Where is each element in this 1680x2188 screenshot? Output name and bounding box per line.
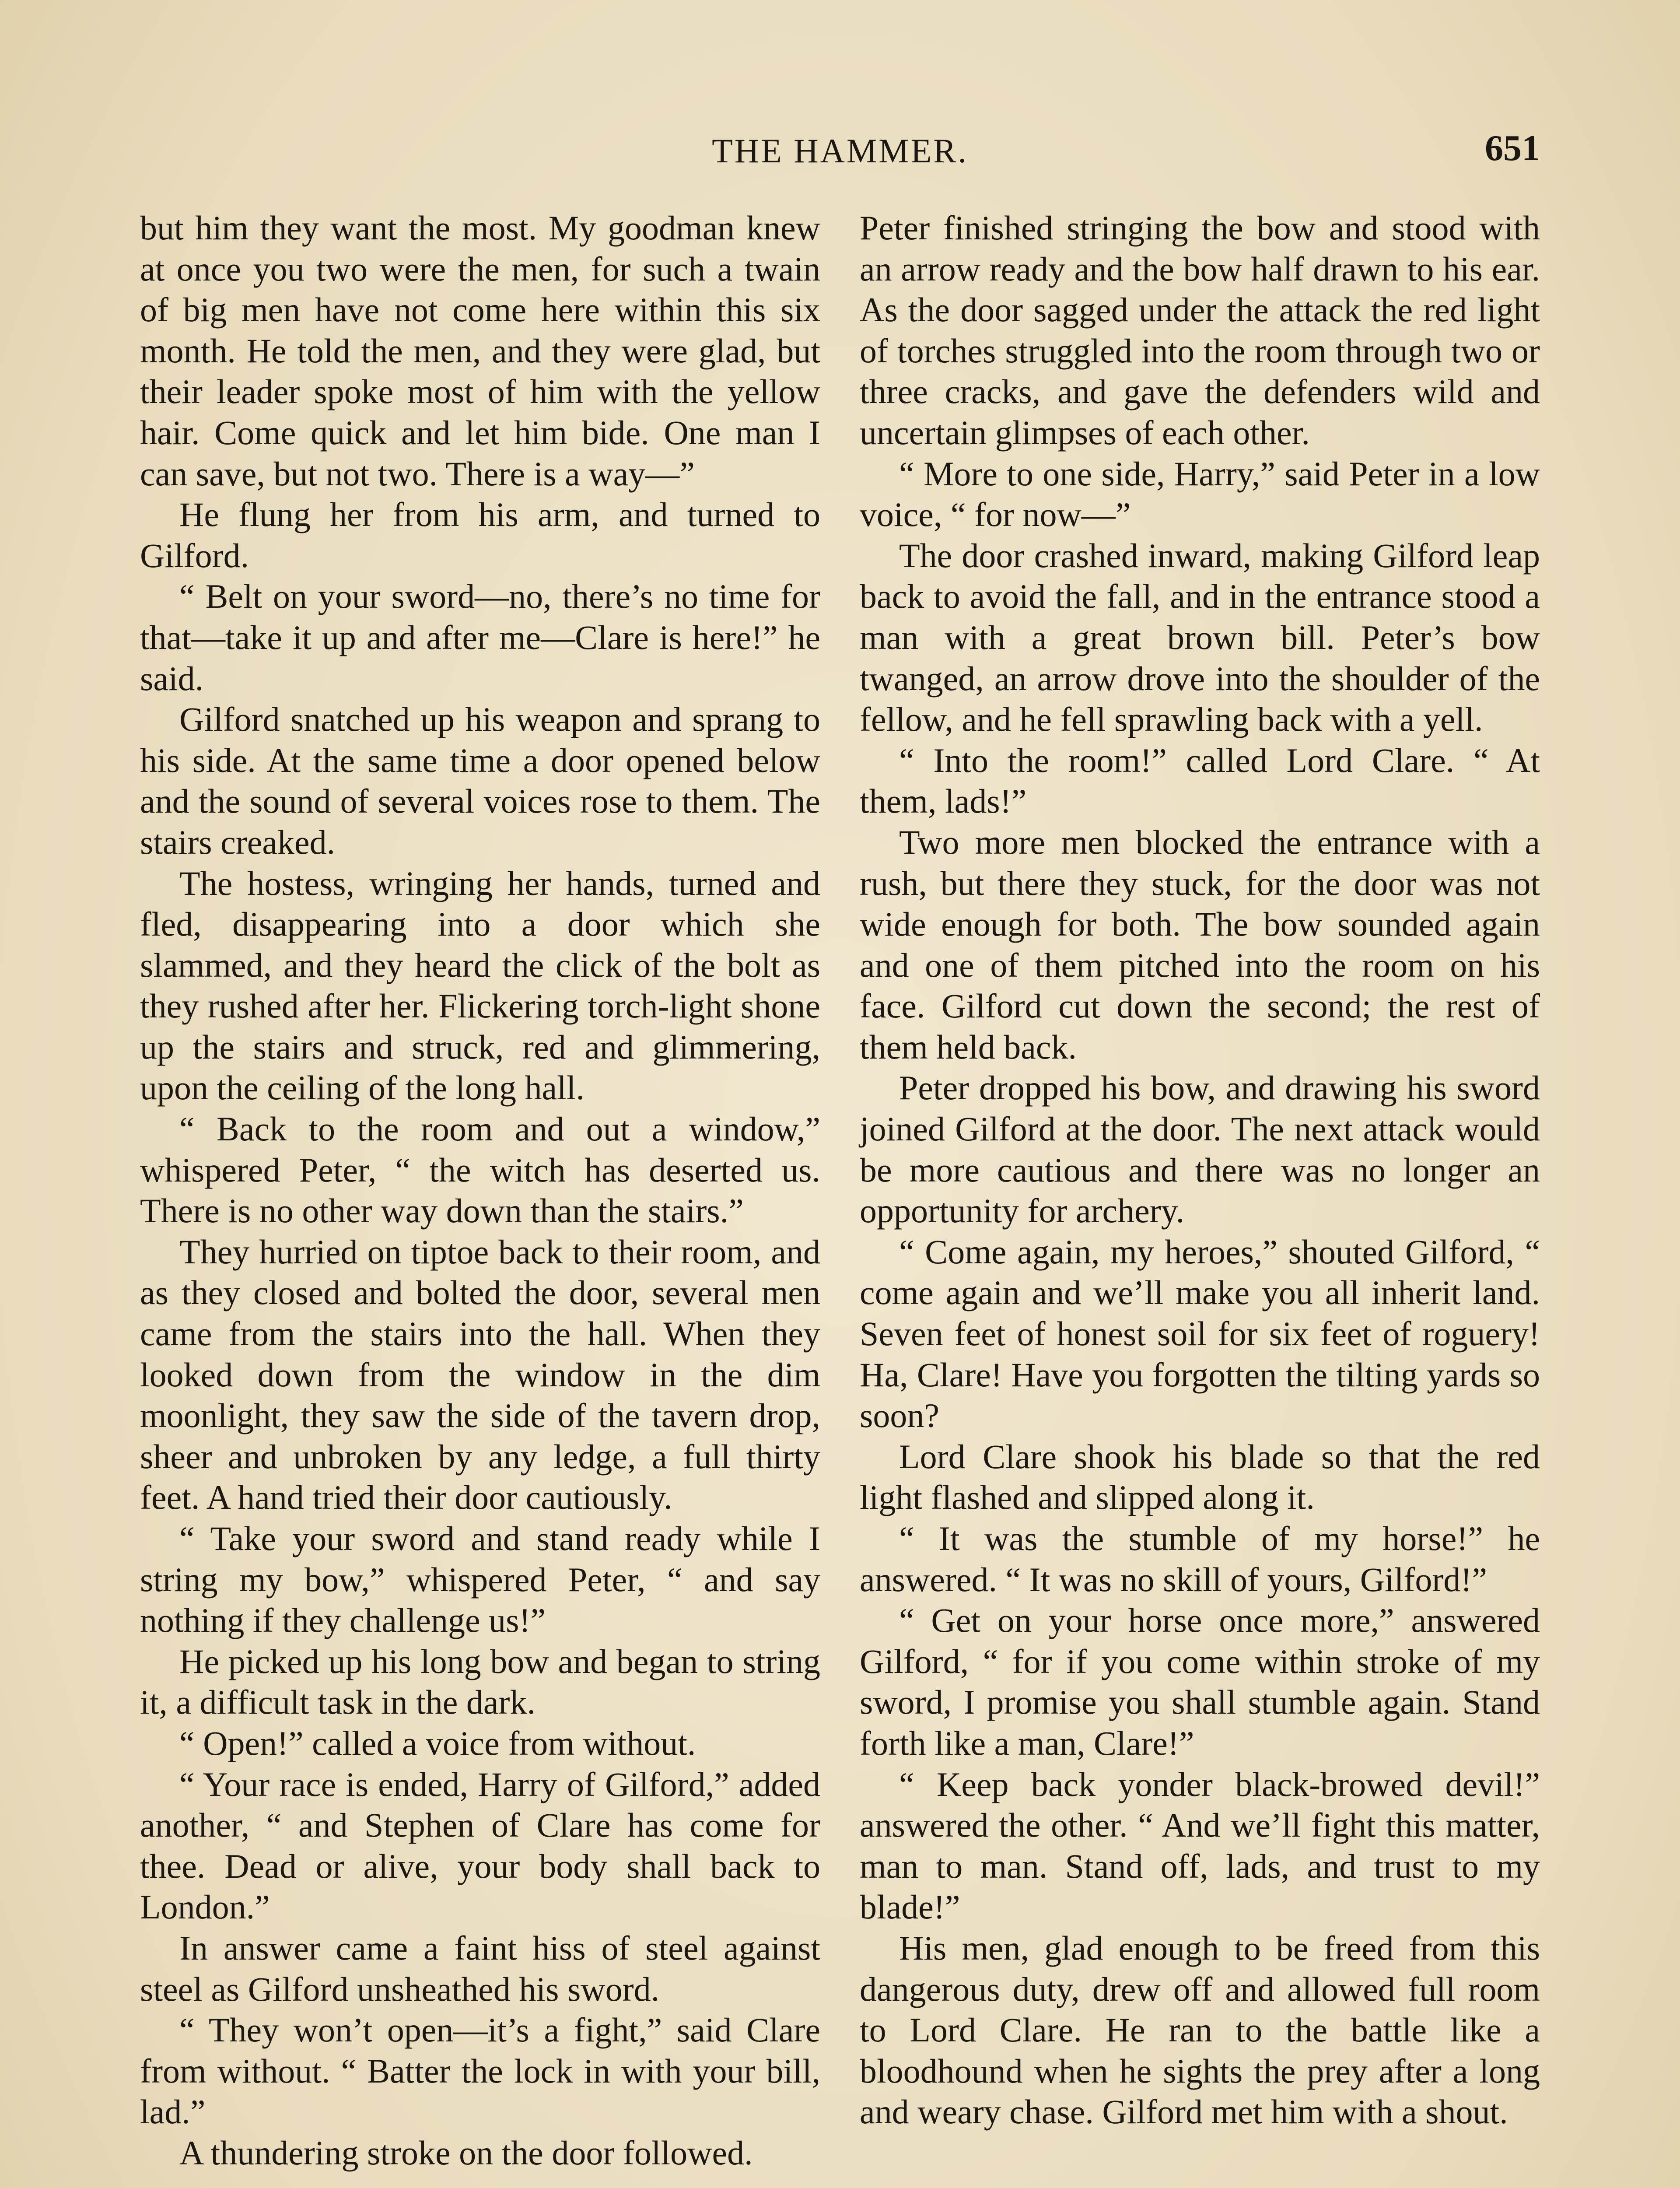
paragraph: “ Into the room!” called Lord Clare. “ At them, lads!” bbox=[860, 741, 1540, 820]
page-header bbox=[140, 127, 1540, 179]
paragraph: Gilford snatched up his weapon and sprang to his side. At the same time a door opened below and the sound of several voices rose to them. The stairs creaked. bbox=[140, 700, 820, 861]
paragraph: Peter finished stringing the bow and stood with an arrow ready and the bow half drawn to his ear. As the door sagged under the attack the red light of torches struggled into the room through two or three cracks, and gave the defenders wild and uncertain glimpses of each other. bbox=[860, 209, 1540, 452]
paragraph: The hostess, wringing her hands, turned and fled, disappearing into a door which she slammed, and they heard the click of the bolt as they rushed after her. Flickering torch-light shone up the stairs and struck, red and glimmering, upon the ceiling of the long hall. bbox=[140, 864, 820, 1107]
paragraph: “ More to one side, Harry,” said Peter in a low voice, “ for now—” bbox=[860, 454, 1540, 534]
text-columns bbox=[140, 207, 1540, 2188]
paragraph: “ It was the stumble of my horse!” he answered. “ It was no skill of yours, Gilford!” bbox=[860, 1519, 1540, 1599]
paragraph: “ Take your sword and stand ready while I string my bow,” whispered Peter, “ and say nothing if they challenge us!” bbox=[140, 1519, 820, 1640]
paragraph: “ Keep back yonder black-browed devil!” answered the other. “ And we’ll fight this matter, man to man. Stand off, lads, and trust to my blade!” bbox=[860, 1765, 1540, 1926]
paragraph: Lord Clare shook his blade so that the red light flashed and slipped along it. bbox=[860, 1437, 1540, 1517]
paragraph: In answer came a faint hiss of steel against steel as Gilford unsheathed his sword. bbox=[140, 1929, 820, 2008]
page-number: 651 bbox=[1485, 128, 1540, 168]
paragraph: His men, glad enough to be freed from this dangerous duty, drew off and allowed full room to Lord Clare. He ran to the battle like a bloodhound when he sights the prey after a long and weary chase. Gilford met him with a shout. bbox=[860, 1929, 1540, 2131]
paragraph: The door crashed inward, making Gilford leap back to avoid the fall, and in the entrance stood a man with a great brown bill. Peter’s bow twanged, an arrow drove into the shoulder of the fellow, and he fell sprawling back with a yell. bbox=[860, 536, 1540, 739]
paragraph: “ Open!” called a voice from without. bbox=[179, 1724, 696, 1762]
paragraph: “ Come again, my heroes,” shouted Gilford, “ come again and we’ll make you all inherit land. Seven feet of honest soil for six feet of roguery! Ha, Clare! Have you forgotten the tilting yards so soon? bbox=[860, 1232, 1540, 1435]
paragraph: He flung her from his arm, and turned to Gilford. bbox=[140, 495, 820, 575]
paragraph: “ Your race is ended, Harry of Gilford,” added another, “ and Stephen of Clare has come for thee. Dead or alive, your body shall back to London.” bbox=[140, 1765, 820, 1926]
paragraph: but him they want the most. My goodman knew at once you two were the men, for such a twain of big men have not come here within this six month. He told the men, and they were glad, but their leader spoke most of him with the yellow hair. Come quick and let him bide. One man I can save, but not two. There is a way—” bbox=[140, 209, 820, 493]
paragraph: He picked up his long bow and began to string it, a difficult task in the dark. bbox=[140, 1642, 820, 1722]
paragraph: Two more men blocked the entrance with a rush, but there they stuck, for the door was not wide enough for both. The bow sounded again and one of them pitched into the room on his face. Gilford cut down the second; the rest of them held back. bbox=[860, 823, 1540, 1066]
paragraph: “ Belt on your sword—no, there’s no time for that—take it up and after me—Clare is here!” he said. bbox=[140, 577, 820, 698]
paragraph: “ Get on your horse once more,” answered Gilford, “ for if you come within stroke of my sword, I promise you shall stumble again. Stand forth like a man, Clare!” bbox=[860, 1601, 1540, 1762]
paragraph: “ Back to the room and out a window,” whispered Peter, “ the witch has deserted us. There is no other way down than the stairs.” bbox=[140, 1110, 820, 1230]
running-title: THE HAMMER. bbox=[712, 132, 968, 170]
paragraph: A thundering stroke on the door followed. bbox=[179, 2133, 753, 2172]
paragraph: “ They won’t open—it’s a fight,” said Clare from without. “ Batter the lock in with your bill, lad.” bbox=[140, 2011, 820, 2131]
left-column bbox=[140, 207, 820, 2174]
paragraph: They hurried on tiptoe back to their room, and as they closed and bolted the door, several men came from the stairs into the hall. When they looked down from the window in the dim moonlight, they saw the side of the tavern drop, sheer and unbroken by any ledge, a full thirty feet. A hand tried their door cautiously. bbox=[140, 1232, 820, 1517]
right-column bbox=[860, 207, 1540, 2132]
paragraph: Peter dropped his bow, and drawing his sword joined Gilford at the door. The next attack would be more cautious and there was no longer an opportunity for archery. bbox=[860, 1069, 1540, 1230]
